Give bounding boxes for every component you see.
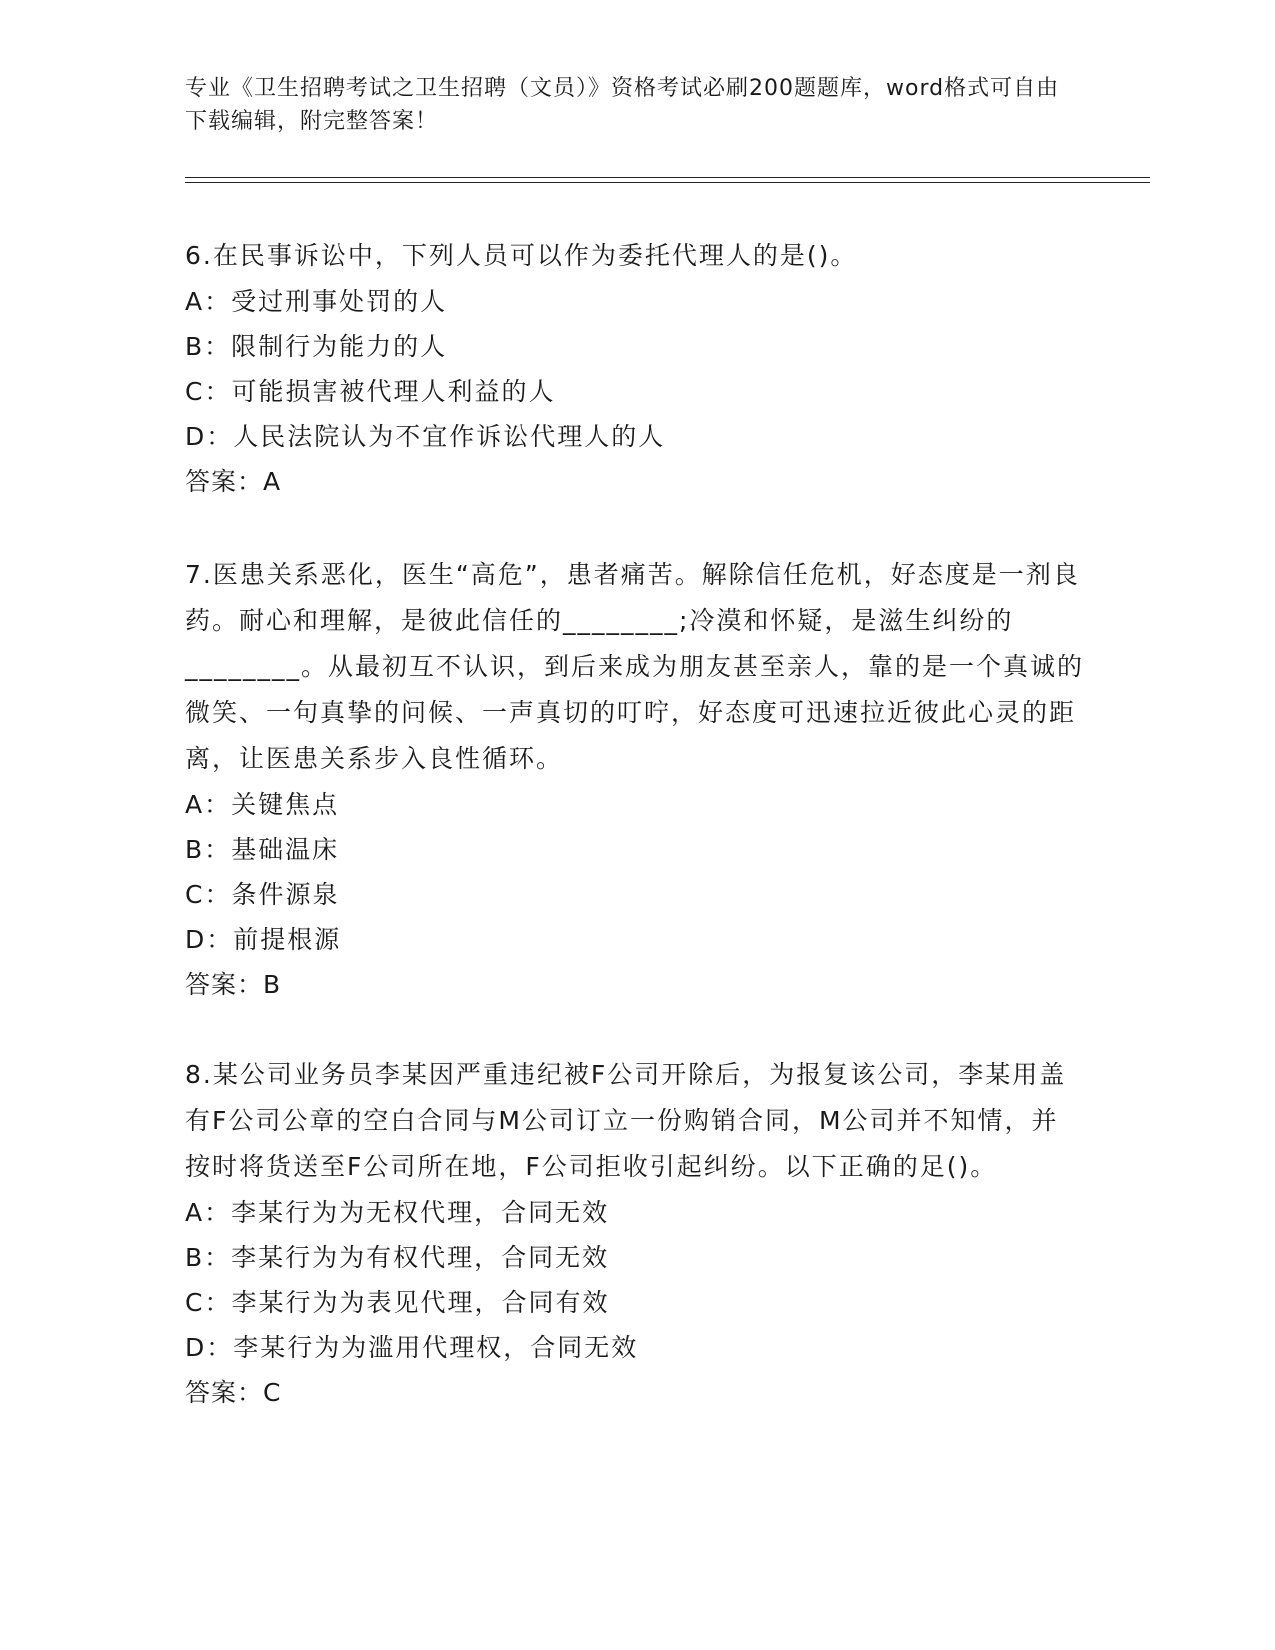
document-header <box>185 72 1065 138</box>
option-c: C：可能损害被代理人利益的人 <box>185 377 556 406</box>
header-text: 专业《卫生招聘考试之卫生招聘（文员）》资格考试必刷200题题库，word格式可自由下载编辑，附完整答案！ <box>185 76 1060 134</box>
question-7 <box>185 552 1085 1007</box>
option-d: D：前提根源 <box>185 925 342 954</box>
option-d: D：人民法院认为不宜作诉讼代理人的人 <box>185 422 666 451</box>
option-b: B：基础温床 <box>185 835 340 864</box>
answer: 答案：B <box>185 970 282 999</box>
answer: 答案：C <box>185 1378 282 1407</box>
question-stem: 8.某公司业务员李某因严重违纪被F公司开除后，为报复该公司，李某用盖有F公司公章的空白合同与M公司订立一份购销合同，M公司并不知情，并按时将货送至F公司所在地，F公司拒收引起纠纷。以下正确的足()。 <box>185 1060 1067 1181</box>
option-a: A：受过刑事处罚的人 <box>185 287 448 316</box>
option-c: C：李某行为为表见代理，合同有效 <box>185 1288 610 1317</box>
header-divider-bottom <box>185 182 1150 183</box>
answer: 答案：A <box>185 467 282 496</box>
option-d: D：李某行为为滥用代理权，合同无效 <box>185 1333 639 1362</box>
question-stem: 6.在民事诉讼中，下列人员可以作为委托代理人的是()。 <box>185 241 858 270</box>
option-c: C：条件源泉 <box>185 880 340 909</box>
question-8 <box>185 1052 1085 1415</box>
header-divider-top <box>185 177 1150 178</box>
option-a: A：李某行为为无权代理，合同无效 <box>185 1198 610 1227</box>
option-b: B：限制行为能力的人 <box>185 332 448 361</box>
question-6 <box>185 233 1085 504</box>
option-b: B：李某行为为有权代理，合同无效 <box>185 1243 610 1272</box>
option-a: A：关键焦点 <box>185 790 340 819</box>
question-stem: 7.医患关系恶化，医生“高危”，患者痛苦。解除信任危机，好态度是一剂良药。耐心和理解，是彼此信任的________;冷漠和怀疑，是滋生纠纷的________。从最初互不认识，到后来成为朋友甚至亲人，靠的是一个真诚的微笑、一句真挚的问候、一声真切的叮咛，好态度可迅速拉近彼此心灵的距离，让医患关系步入良性循环。 <box>185 560 1085 773</box>
